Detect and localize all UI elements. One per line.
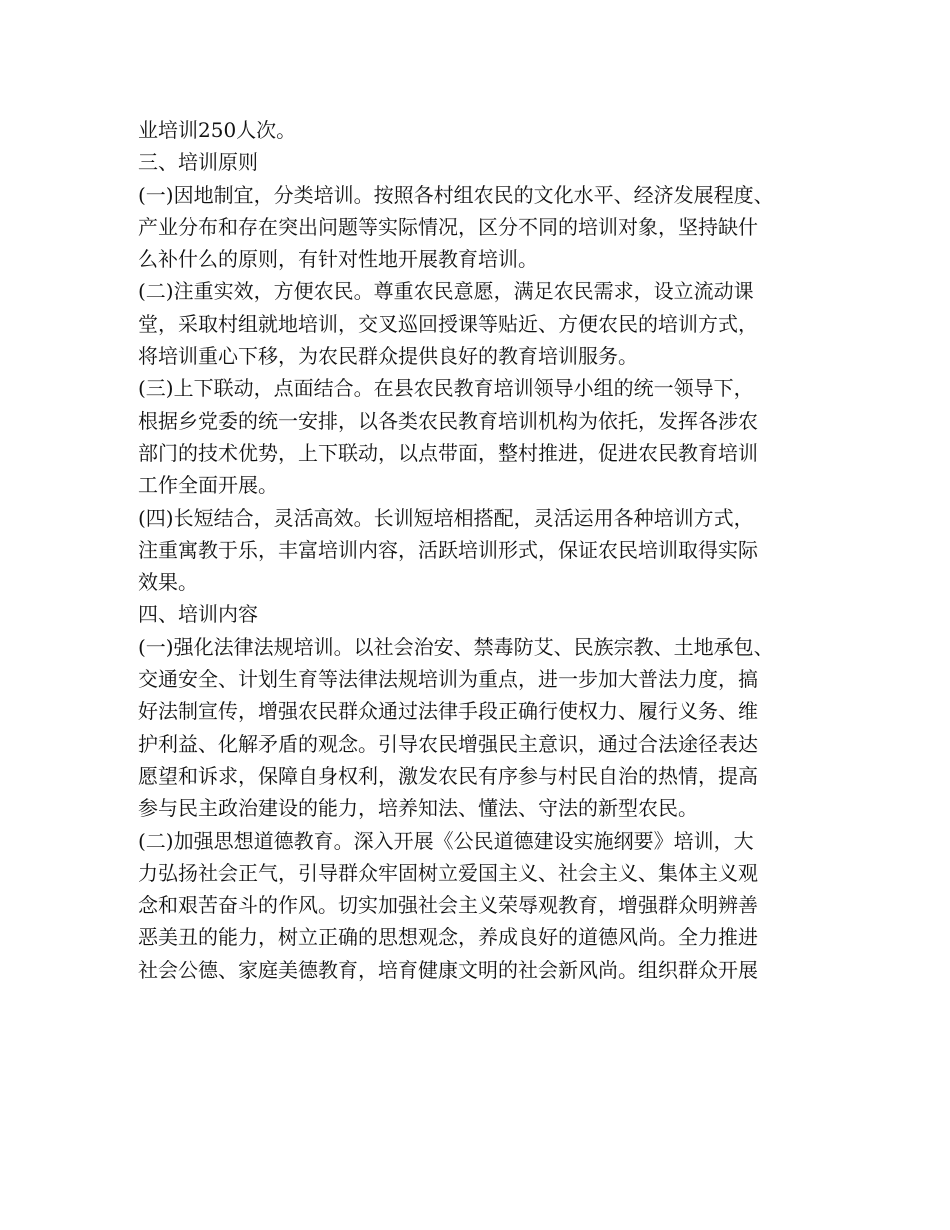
text-line: 社会公德、家庭美德教育，培育健康文明的社会新风尚。组织群众开展: [138, 957, 758, 982]
section-heading: 四、培训内容: [138, 602, 258, 627]
text-line: 业培训250人次。: [138, 118, 297, 142]
text-line: 念和艰苦奋斗的作风。切实加强社会主义荣辱观教育，增强群众明辨善: [138, 893, 758, 918]
section-heading: 三、培训原则: [138, 150, 258, 175]
text-line: 注重寓教于乐，丰富培训内容，活跃培训形式，保证农民培训取得实际: [138, 537, 758, 562]
text-line: 工作全面开展。: [138, 473, 278, 498]
text-line: (二)注重实效，方便农民。尊重农民意愿，满足农民需求，设立流动课: [138, 279, 754, 304]
text-line: 产业分布和存在突出问题等实际情况，区分不同的培训对象，坚持缺什: [138, 214, 758, 239]
text-line: 么补什么的原则，有针对性地开展教育培训。: [138, 247, 538, 272]
text-line: (四)长短结合，灵活高效。长训短培相搭配，灵活运用各种培训方式，: [138, 505, 754, 530]
text-line: (一)强化法律法规培训。以社会治安、禁毒防艾、民族宗教、土地承包、: [138, 634, 774, 659]
document-body: [138, 114, 828, 986]
text-line: 将培训重心下移，为农民群众提供良好的教育培训服务。: [138, 344, 638, 369]
text-line: 力弘扬社会正气，引导群众牢固树立爱国主义、社会主义、集体主义观: [138, 860, 758, 885]
text-line: (一)因地制宜，分类培训。按照各村组农民的文化水平、经济发展程度、: [138, 182, 774, 207]
text-line: 好法制宣传，增强农民群众通过法律手段正确行使权力、履行义务、维: [138, 699, 758, 724]
text-line: 交通安全、计划生育等法律法规培训为重点，进一步加大普法力度，搞: [138, 667, 758, 692]
text-line: 根据乡党委的统一安排，以各类农民教育培训机构为依托，发挥各涉农: [138, 408, 758, 433]
text-line: 堂，采取村组就地培训，交叉巡回授课等贴近、方便农民的培训方式，: [138, 311, 758, 336]
text-line: 愿望和诉求，保障自身权利，激发农民有序参与村民自治的热情，提高: [138, 763, 758, 788]
text-line: 部门的技术优势，上下联动，以点带面，整村推进，促进农民教育培训: [138, 440, 758, 465]
text-line: 参与民主政治建设的能力，培养知法、懂法、守法的新型农民。: [138, 796, 698, 821]
text-line: (二)加强思想道德教育。深入开展《公民道德建设实施纲要》培训，大: [138, 828, 754, 853]
text-line: 效果。: [138, 570, 198, 595]
text-line: 恶美丑的能力，树立正确的思想观念，养成良好的道德风尚。全力推进: [138, 925, 758, 950]
text-line: 护利益、化解矛盾的观念。引导农民增强民主意识，通过合法途径表达: [138, 731, 758, 756]
text-line: (三)上下联动，点面结合。在县农民教育培训领导小组的统一领导下，: [138, 376, 754, 401]
